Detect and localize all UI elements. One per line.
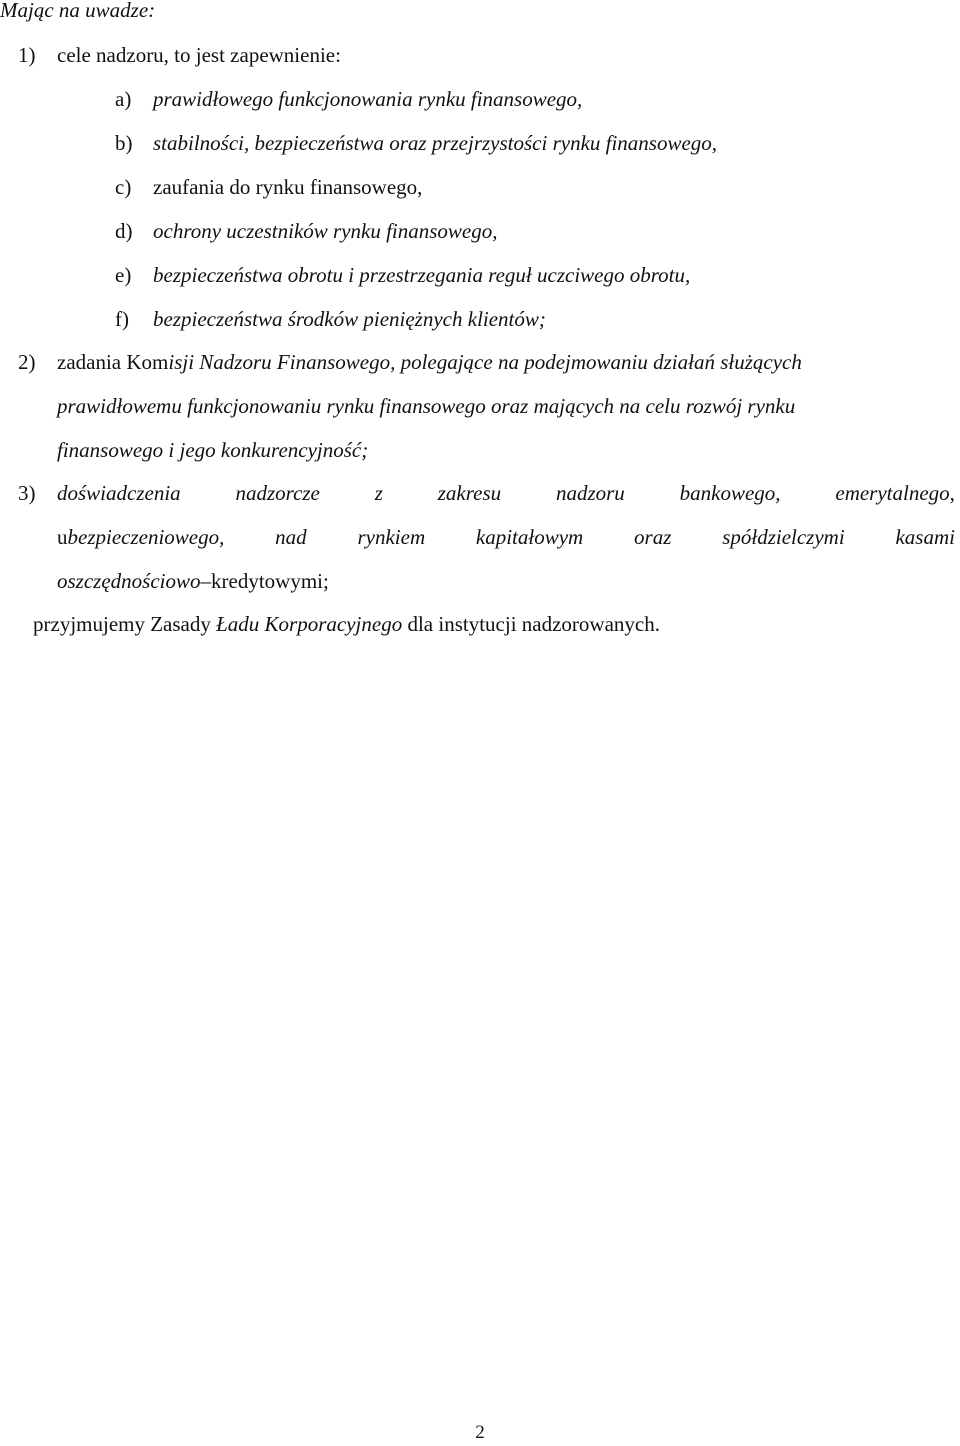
conclusion: [33, 611, 660, 637]
subitem-c-letter: c): [115, 175, 132, 199]
subitem-b-letter: b): [115, 131, 133, 155]
item-3-word: kapitałowym: [475, 525, 584, 549]
item-3-word: nad: [275, 525, 307, 549]
item-3-word: emerytalnego,: [835, 481, 955, 505]
item-3-word: nadzoru: [555, 481, 625, 505]
item-2-line-1: [57, 349, 802, 375]
subitem-e-letter: e): [115, 263, 132, 287]
item-3-word: [57, 524, 224, 550]
subitem-f-text: bezpieczeństwa środków pieniężnych klientów;: [153, 307, 546, 331]
item-2-lead: zadania Kom: [57, 350, 169, 374]
item-3-line-2-upright-letter: u: [57, 525, 68, 549]
item-2-line-2: prawidłowemu funkcjonowaniu rynku finansowego oraz mających na celu rozwój rynku: [57, 394, 796, 418]
conclusion-before: przyjmujemy Zasady: [33, 612, 217, 636]
item-3-line-2: [57, 524, 955, 550]
item-3-word: rynkiem: [357, 525, 426, 549]
item-3-line-3: [57, 568, 329, 594]
subitem-d-text: ochrony uczestników rynku finansowego,: [153, 219, 498, 243]
subitem-a-text: prawidłowego funkcjonowania rynku finansowego,: [153, 87, 583, 111]
page-number: 2: [475, 1422, 485, 1443]
item-3-line-3-italic: oszczędnościowo–: [57, 569, 211, 593]
item-3-word: spółdzielczymi: [722, 525, 845, 549]
item-3-word: oraz: [634, 525, 672, 549]
item-3-word: nadzorcze: [235, 481, 320, 505]
item-3-word: doświadczenia: [57, 481, 181, 505]
item-3-line-1: [57, 480, 955, 506]
item-2-line-1-rest: isji Nadzoru Finansowego, polegające na podejmowaniu działań służących: [168, 350, 802, 374]
subitem-a-letter: a): [115, 87, 132, 111]
item-1-number: 1): [18, 43, 36, 67]
subitem-c-text: zaufania do rynku finansowego,: [153, 175, 423, 199]
item-2-line-3: finansowego i jego konkurencyjność;: [57, 438, 369, 462]
item-3-number: 3): [18, 481, 36, 505]
subitem-e-text: bezpieczeństwa obrotu i przestrzegania reguł uczciwego obrotu,: [153, 263, 691, 287]
intro-heading: Mając na uwadze:: [0, 0, 156, 22]
conclusion-italic: Ładu Korporacyjnego: [216, 612, 403, 636]
item-3-word: zakresu: [437, 481, 502, 505]
item-3-word: bankowego,: [679, 481, 781, 505]
item-1-text: cele nadzoru, to jest zapewnienie:: [57, 43, 341, 67]
item-2-number: 2): [18, 350, 36, 374]
conclusion-after: dla instytucji nadzorowanych.: [402, 612, 660, 636]
item-3-word: z: [374, 481, 383, 505]
item-3-word: kasami: [895, 525, 955, 549]
subitem-f-letter: f): [115, 307, 129, 331]
item-3-line-2-first-word: bezpieczeniowego,: [67, 525, 225, 549]
item-3-line-3-upright: kredytowymi;: [211, 569, 329, 593]
subitem-b-text: stabilności, bezpieczeństwa oraz przejrzystości rynku finansowego,: [153, 131, 718, 155]
subitem-d-letter: d): [115, 219, 133, 243]
